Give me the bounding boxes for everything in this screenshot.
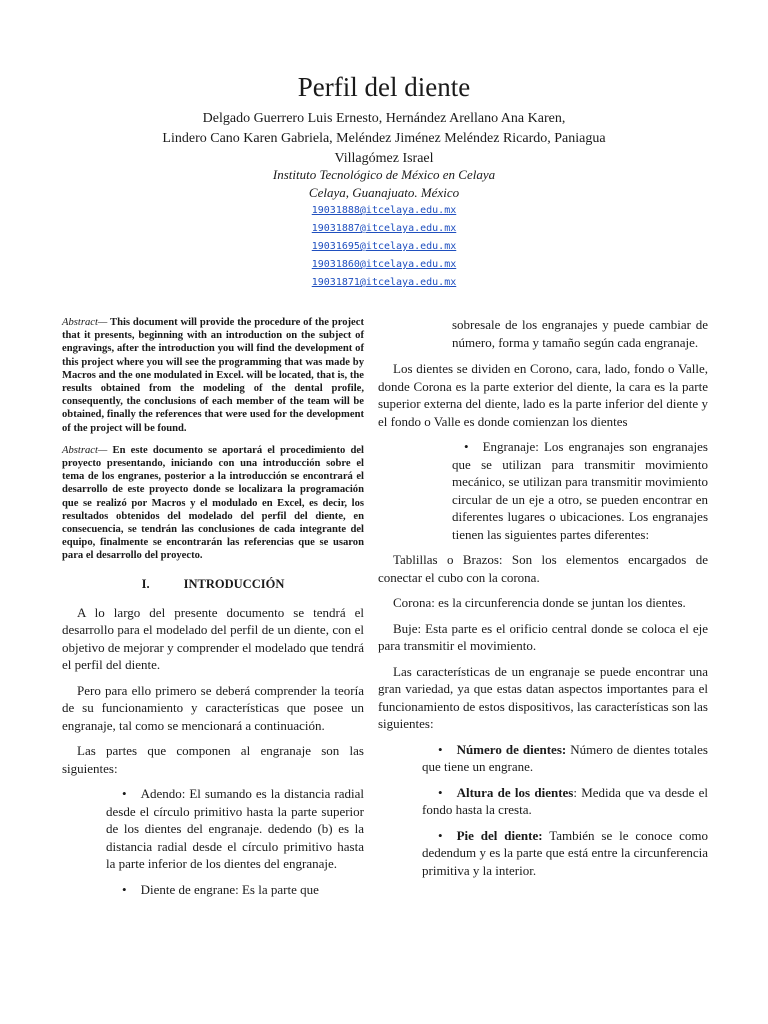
bullet-icon: • bbox=[438, 827, 443, 843]
continued-bullet-text: sobresale de los engranajes y puede cambiar de número, forma y tamaño según cada engranaje. bbox=[452, 317, 708, 350]
paragraph: Pero para ello primero se deberá comprender la teoría de su funcionamiento y características que posee un engranaje, tal como se mencionará a continuación. bbox=[62, 682, 364, 733]
email-link[interactable]: 19031871@itcelaya.edu.mx bbox=[311, 277, 457, 288]
abstract-label: Abstract— bbox=[62, 317, 108, 328]
bullet-icon: • bbox=[438, 741, 443, 757]
bullet-text: : Medida que va desde el fondo hasta la cresta. bbox=[422, 784, 709, 817]
right-column bbox=[378, 316, 708, 887]
paragraph: Las partes que componen al engranaje son las siguientes: bbox=[62, 743, 364, 776]
abstract-text: This document will provide the procedure of the project that it presents, beginning with an introduction on the subject of engravings, after the introduction you will find the development of this project where you will see the programming that was made by Macros and the one modulated in Excel. will be located, that is, the results obtained from the modeling of the dental profile, consequently, the conclusions of each member of the team will be obtained, finally the references that were used for the development of the project will be found. bbox=[62, 317, 364, 434]
left-column bbox=[62, 316, 364, 906]
bullet-icon: • bbox=[464, 439, 469, 454]
author-line: Villagómez Israel bbox=[334, 151, 434, 166]
email-link[interactable]: 19031860@itcelaya.edu.mx bbox=[311, 259, 457, 270]
email-link[interactable]: 19031888@itcelaya.edu.mx bbox=[311, 205, 457, 216]
paragraph: Tablillas o Brazos: Son los elementos encargados de conectar el cubo con la corona. bbox=[378, 552, 708, 585]
section-title: INTRODUCCIÓN bbox=[183, 576, 285, 591]
bullet-text: También se le conoce como dedendum y es la parte que está entre la circunferencia primitiva y la interior. bbox=[422, 827, 708, 878]
affiliation-location: Celaya, Guanajuato. México bbox=[308, 185, 460, 200]
section-number: I. bbox=[141, 576, 150, 591]
paragraph: Las características de un engranaje se puede encontrar una gran variedad, ya que estas datan aspectos importantes para el funcionamiento de estos dispositivos, las características son las siguientes: bbox=[378, 663, 708, 731]
bullet-icon: • bbox=[122, 786, 127, 802]
abstract-english bbox=[62, 316, 364, 435]
bullet-item bbox=[62, 785, 364, 873]
paragraph: A lo largo del presente documento se tendrá el desarrollo para el modelado del perfil de un diente, con el objetivo de mejorar y comprender el modelado que tendrá el perfil del diente. bbox=[62, 604, 364, 673]
paper-title: Perfil del diente bbox=[297, 72, 471, 102]
author-line: Lindero Cano Karen Gabriela, Meléndez Jiménez Meléndez Ricardo, Paniagua bbox=[162, 131, 606, 146]
bullet-item bbox=[62, 881, 364, 899]
abstract-label: Abstract— bbox=[62, 444, 108, 456]
paragraph: Los dientes se dividen en Corono, cara, lado, fondo o Valle, donde Corona es la parte exterior del diente, la cara es la parte superior externa del diente, lado es la parte inferior del diente y el fondo o Valle es donde comienzan los dientes bbox=[378, 361, 708, 429]
affiliation bbox=[0, 166, 768, 202]
abstract-spanish bbox=[62, 444, 364, 563]
affiliation-institute: Instituto Tecnológico de México en Celaya bbox=[272, 167, 496, 182]
bullet-text: Engranaje: Los engranajes son engranajes que se utilizan para transmitir movimiento mecánico, se utilizan para transmitir movimiento circular de un eje a otro, se pueden encontrar en diferentes lugares o ubicaciones. Los engranajes tienen las siguientes partes diferentes: bbox=[452, 439, 708, 542]
bullet-item bbox=[378, 784, 708, 819]
bullet-icon: • bbox=[122, 881, 127, 897]
email-link[interactable]: 19031887@itcelaya.edu.mx bbox=[311, 223, 457, 234]
author-list bbox=[150, 109, 618, 169]
email-link[interactable]: 19031695@itcelaya.edu.mx bbox=[311, 241, 457, 252]
bullet-text: Diente de engrane: Es la parte que bbox=[140, 881, 319, 897]
paragraph: Corona: es la circunferencia donde se juntan los dientes. bbox=[393, 595, 686, 610]
bullet-label: Altura de los dientes bbox=[456, 784, 574, 800]
bullet-label: Pie del diente: bbox=[456, 827, 543, 843]
email-list bbox=[0, 202, 768, 292]
abstract-text: En este documento se aportará el procedimiento del proyecto presentando, iniciando con una introducción sobre el tema de los engranes, posterior a la introducción se encontrará el desarrollo de este proyecto donde se localizara la programación que se realizó por Macros y el modulado en Excel, es decir, los resultados obtenidos del modelado del perfil del diente, en consecuencia, se tendrán las conclusiones de cada integrante del equipo, finalmente se encontrarán las referencias que se usaron para el desarrollo del proyecto. bbox=[62, 444, 364, 562]
bullet-text: Adendo: El sumando es la distancia radial desde el círculo primitivo hasta la parte superior de los dientes del engranaje. dedendo (b) es la distancia radial desde el círculo primitivo hasta la parte inferior de los dientes del engranaje. bbox=[106, 786, 364, 872]
author-line: Delgado Guerrero Luis Ernesto, Hernández Arellano Ana Karen, bbox=[202, 111, 566, 126]
bullet-item bbox=[378, 438, 708, 543]
bullet-text: Número de dientes totales que tiene un engrane. bbox=[422, 741, 708, 774]
section-heading bbox=[62, 577, 364, 592]
bullet-item bbox=[378, 827, 708, 880]
bullet-label: Número de dientes: bbox=[456, 741, 567, 757]
bullet-icon: • bbox=[438, 784, 443, 800]
bullet-item bbox=[378, 741, 708, 776]
paragraph: Buje: Esta parte es el orificio central donde se coloca el eje para transmitir el movimiento. bbox=[378, 620, 708, 653]
